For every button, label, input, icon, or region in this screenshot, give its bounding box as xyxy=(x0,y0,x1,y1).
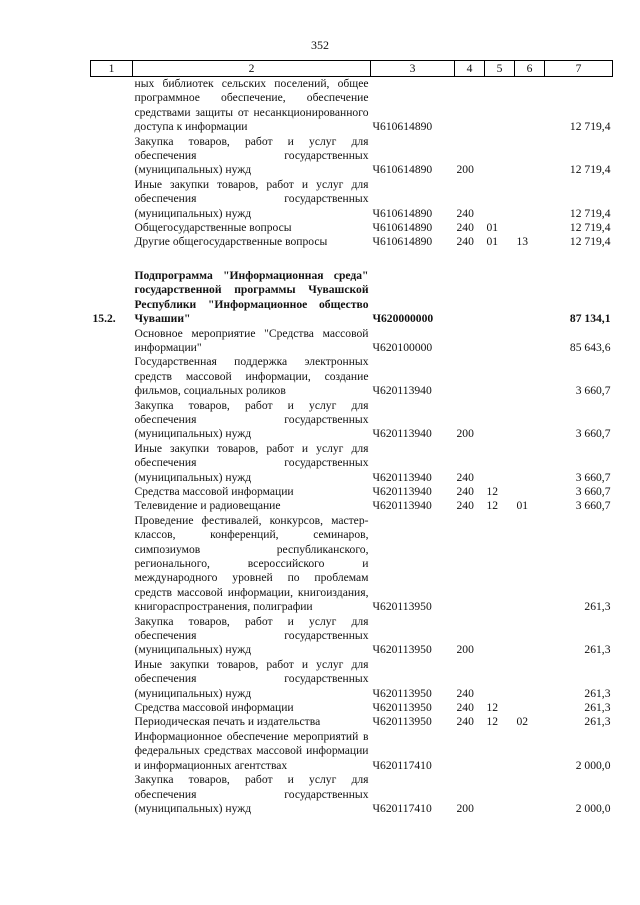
row-code: Ч620113940 xyxy=(372,384,432,398)
row-code: Ч620000000 xyxy=(372,312,434,326)
row-code: Ч610614890 xyxy=(372,206,433,220)
row-name: Периодическая печать и издательства xyxy=(134,715,321,729)
row-name: ных библиотек сельских поселений, общее программное обеспечение, обеспечение средствами защиты от несанкционированного доступа к информации xyxy=(134,77,369,134)
row-number xyxy=(91,773,133,816)
row-number: 15.2. xyxy=(92,312,116,326)
table-row xyxy=(91,485,613,499)
row-name: Иные закупки товаров, работ и услуг для обеспечения государственных (муниципальных) нужд xyxy=(134,441,369,484)
row-col-6 xyxy=(515,221,545,235)
row-col-5: 12 xyxy=(486,499,499,513)
row-number xyxy=(91,730,133,773)
row-name: Иные закупки товаров, работ и услуг для обеспечения государственных (муниципальных) нужд xyxy=(134,657,369,700)
row-code: Ч620113950 xyxy=(372,715,432,729)
row-col-6 xyxy=(515,514,545,615)
header-col-4: 4 xyxy=(455,61,485,77)
row-number xyxy=(91,514,133,615)
row-number xyxy=(91,499,133,513)
row-col-5: 12 xyxy=(486,484,499,498)
row-amount: 12 719,4 xyxy=(569,206,611,220)
row-col-5 xyxy=(485,730,515,773)
table-row xyxy=(91,773,613,816)
row-name: Другие общегосударственные вопросы xyxy=(134,235,328,249)
row-col-4 xyxy=(455,269,485,327)
row-col-6 xyxy=(515,615,545,658)
row-name: Закупка товаров, работ и услуг для обеспечения государственных (муниципальных) нужд xyxy=(134,134,369,177)
row-col-6 xyxy=(515,442,545,485)
row-number xyxy=(91,485,133,499)
row-amount: 12 719,4 xyxy=(569,235,611,249)
row-col-5 xyxy=(485,514,515,615)
row-name: Общегосударственные вопросы xyxy=(134,221,292,235)
row-col-6 xyxy=(515,773,545,816)
row-name: Информационное обеспечение мероприятий в федеральных средствах массовой информации и информационных агентствах xyxy=(134,729,369,772)
table-row xyxy=(91,514,613,615)
spacer-row xyxy=(91,250,613,269)
row-col-5 xyxy=(485,399,515,442)
row-col-6 xyxy=(515,327,545,356)
row-number xyxy=(91,135,133,178)
row-number xyxy=(91,178,133,221)
row-col-6 xyxy=(515,355,545,398)
table-row xyxy=(91,235,613,249)
row-amount: 3 660,7 xyxy=(575,499,611,513)
header-col-2: 2 xyxy=(133,61,371,77)
row-amount: 12 719,4 xyxy=(569,163,611,177)
row-amount: 3 660,7 xyxy=(575,484,611,498)
header-row xyxy=(91,61,613,77)
row-col-5 xyxy=(485,327,515,356)
table-body xyxy=(91,77,613,817)
row-name: Государственная поддержка электронных средств массовой информации, создание фильмов, социальных роликов xyxy=(134,355,369,398)
row-number xyxy=(91,701,133,715)
row-col-5: 01 xyxy=(486,221,499,235)
row-name: Основное мероприятие "Средства массовой информации" xyxy=(134,326,369,354)
row-col-5 xyxy=(485,658,515,701)
table-row xyxy=(91,715,613,729)
row-amount: 2 000,0 xyxy=(575,758,611,772)
row-amount: 12 719,4 xyxy=(569,221,611,235)
row-col-4 xyxy=(455,514,485,615)
table-row xyxy=(91,77,613,135)
row-col-4: 240 xyxy=(456,686,474,700)
row-code: Ч610614890 xyxy=(372,235,433,249)
row-col-6: 02 xyxy=(516,715,529,729)
table-row xyxy=(91,327,613,356)
row-col-4: 240 xyxy=(456,499,474,513)
row-amount: 261,3 xyxy=(584,715,611,729)
row-name: Закупка товаров, работ и услуг для обеспечения государственных (муниципальных) нужд xyxy=(134,614,369,657)
spacer-cell xyxy=(91,250,613,269)
row-name: Подпрограмма "Информационная среда" государственной программы Чувашской Республики "Информационное общество Чувашии" xyxy=(134,268,369,326)
header-col-5: 5 xyxy=(485,61,515,77)
table-row xyxy=(91,355,613,398)
row-amount: 87 134,1 xyxy=(569,312,611,326)
table-row xyxy=(91,269,613,327)
table-row xyxy=(91,730,613,773)
row-col-4: 200 xyxy=(456,427,474,441)
row-col-6 xyxy=(515,485,545,499)
row-name: Закупка товаров, работ и услуг для обеспечения государственных (муниципальных) нужд xyxy=(134,773,369,815)
row-code: Ч620117410 xyxy=(372,801,432,815)
row-col-6 xyxy=(515,135,545,178)
row-col-6 xyxy=(515,701,545,715)
row-name: Проведение фестивалей, конкурсов, мастер-классов, конференций, семинаров, симпозиумов республиканского, регионального, всероссийского и международного уровней по проблемам средств массовой информации, книгоиздания, книгораспространения, полиграфии xyxy=(134,513,369,614)
row-amount: 261,3 xyxy=(584,600,611,614)
row-col-4: 200 xyxy=(456,801,474,815)
row-code: Ч620113950 xyxy=(372,701,432,715)
row-amount: 85 643,6 xyxy=(569,340,611,354)
row-amount: 261,3 xyxy=(584,701,611,715)
row-col-4: 200 xyxy=(456,643,474,657)
row-col-4: 240 xyxy=(456,470,474,484)
row-col-5 xyxy=(485,269,515,327)
row-col-6 xyxy=(515,658,545,701)
table-row xyxy=(91,178,613,221)
row-number xyxy=(91,327,133,356)
table-row xyxy=(91,442,613,485)
budget-table xyxy=(90,60,613,816)
table-row xyxy=(91,615,613,658)
row-amount: 2 000,0 xyxy=(575,801,611,815)
row-col-4: 240 xyxy=(456,484,474,498)
table-row xyxy=(91,658,613,701)
row-name: Телевидение и радиовещание xyxy=(134,499,281,513)
row-code: Ч620113940 xyxy=(372,427,432,441)
row-col-5 xyxy=(485,135,515,178)
row-col-5 xyxy=(485,442,515,485)
row-col-6: 13 xyxy=(516,235,529,249)
row-col-4: 200 xyxy=(456,163,474,177)
row-col-6 xyxy=(515,269,545,327)
row-col-4: 240 xyxy=(456,701,474,715)
row-col-4 xyxy=(455,327,485,356)
row-col-5: 12 xyxy=(486,701,499,715)
header-col-3: 3 xyxy=(371,61,455,77)
row-col-5 xyxy=(485,773,515,816)
row-col-4 xyxy=(455,77,485,135)
row-code: Ч620113940 xyxy=(372,484,432,498)
table-row xyxy=(91,135,613,178)
row-code: Ч620113950 xyxy=(372,643,432,657)
row-number xyxy=(91,442,133,485)
row-name: Иные закупки товаров, работ и услуг для обеспечения государственных (муниципальных) нужд xyxy=(134,177,369,220)
row-code: Ч620113940 xyxy=(372,470,432,484)
row-number xyxy=(91,355,133,398)
table-row xyxy=(91,499,613,513)
row-amount: 261,3 xyxy=(584,643,611,657)
header-col-6: 6 xyxy=(515,61,545,77)
table-row xyxy=(91,221,613,235)
table-row xyxy=(91,399,613,442)
row-col-5 xyxy=(485,77,515,135)
row-amount: 3 660,7 xyxy=(575,384,611,398)
row-col-4: 240 xyxy=(456,715,474,729)
row-col-5 xyxy=(485,615,515,658)
row-col-4 xyxy=(455,730,485,773)
row-code: Ч610614890 xyxy=(372,221,433,235)
row-code: Ч610614890 xyxy=(372,120,433,134)
row-name: Закупка товаров, работ и услуг для обеспечения государственных (муниципальных) нужд xyxy=(134,398,369,441)
header-col-1: 1 xyxy=(91,61,133,77)
row-code: Ч610614890 xyxy=(372,163,433,177)
row-col-4 xyxy=(455,355,485,398)
row-col-6 xyxy=(515,730,545,773)
row-code: Ч620117410 xyxy=(372,758,432,772)
header-col-7: 7 xyxy=(545,61,613,77)
row-amount: 12 719,4 xyxy=(569,120,611,134)
row-code: Ч620113950 xyxy=(372,600,432,614)
row-amount: 3 660,7 xyxy=(575,470,611,484)
row-number xyxy=(91,77,133,135)
row-col-6 xyxy=(515,178,545,221)
row-code: Ч620113940 xyxy=(372,499,432,513)
row-code: Ч620113950 xyxy=(372,686,432,700)
row-amount: 3 660,7 xyxy=(575,427,611,441)
row-number xyxy=(91,235,133,249)
row-name: Средства массовой информации xyxy=(134,701,294,715)
row-number xyxy=(91,715,133,729)
row-col-6: 01 xyxy=(516,499,529,513)
page-number: 352 xyxy=(311,38,329,52)
row-number xyxy=(91,221,133,235)
row-col-5 xyxy=(485,355,515,398)
row-col-4: 240 xyxy=(456,235,474,249)
row-col-6 xyxy=(515,77,545,135)
row-col-6 xyxy=(515,399,545,442)
row-number xyxy=(91,658,133,701)
row-amount: 261,3 xyxy=(584,686,611,700)
row-number xyxy=(91,399,133,442)
row-code: Ч620100000 xyxy=(372,340,433,354)
row-col-4: 240 xyxy=(456,206,474,220)
row-col-5 xyxy=(485,178,515,221)
row-col-4: 240 xyxy=(456,221,474,235)
row-col-5: 12 xyxy=(486,715,499,729)
row-name: Средства массовой информации xyxy=(134,484,294,498)
row-number xyxy=(91,615,133,658)
row-col-5: 01 xyxy=(486,235,499,249)
table-row xyxy=(91,701,613,715)
